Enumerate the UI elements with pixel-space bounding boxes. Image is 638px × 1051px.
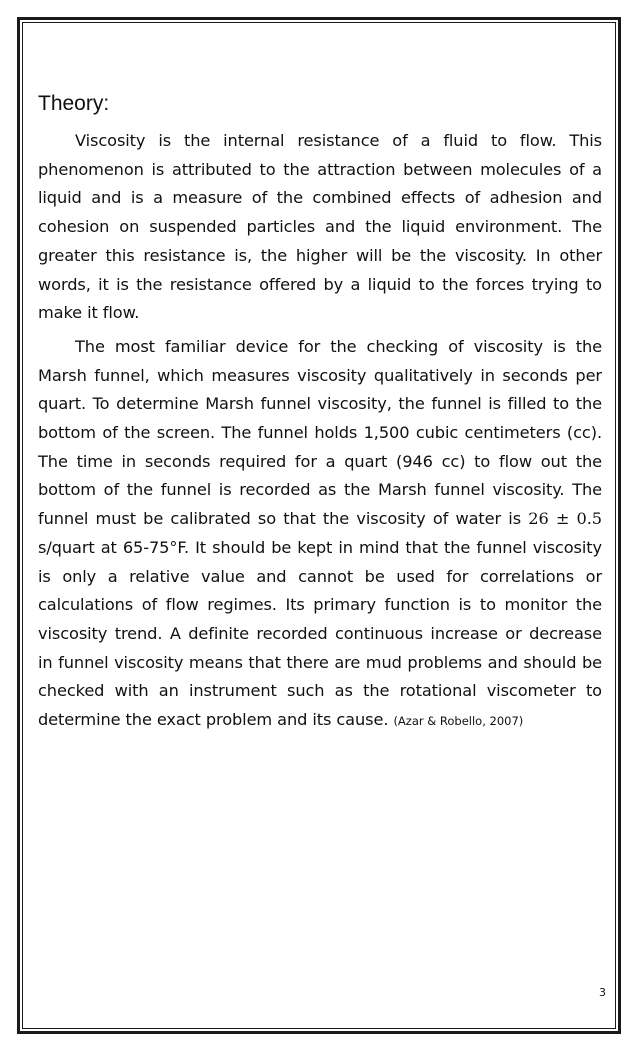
paragraph-viscosity-definition: Viscosity is the internal resistance of a fluid to flow. This phenomenon is attributed to the attraction between molecules of a liquid and is a measure of the combined effects of adhesion and cohesion on suspended particles and the liquid environment. The greater this resistance is, the higher will be the viscosity. In other words, it is the resistance offered by a liquid to the forces trying to make it flow.	[38, 131, 602, 323]
citation: (Azar & Robello, 2007)	[393, 714, 524, 729]
document-body	[38, 90, 602, 736]
paragraph-marsh-funnel-text-end: s/quart at 65-75°F. It should be kept in mind that the funnel viscosity is only a relative value and cannot be used for correlations or calculations of flow regimes. Its primary function is to monitor the viscosity trend. A definite recorded continuous increase or decrease in funnel viscosity means that there are mud problems and should be checked with an instrument such as the rotational viscometer to determine the exact problem and its cause.	[38, 537, 602, 730]
section-heading: Theory:	[38, 92, 110, 115]
paragraph-marsh-funnel-text-start: The most familiar device for the checking of viscosity is the Marsh funnel, which measures viscosity qualitatively in seconds per quart. To determine Marsh funnel viscosity, the funnel is filled to the bottom of the screen. The funnel holds 1,500 cubic centimeters (cc). The time in seconds required for a quart (946 cc) to flow out the bottom of the funnel is recorded as the Marsh funnel viscosity. The funnel must be calibrated so that the viscosity of water is	[38, 336, 602, 529]
calibration-value-math: 26 ± 0.5	[528, 509, 602, 529]
paragraph-marsh-funnel	[38, 333, 602, 736]
page-number: 3	[599, 986, 606, 999]
